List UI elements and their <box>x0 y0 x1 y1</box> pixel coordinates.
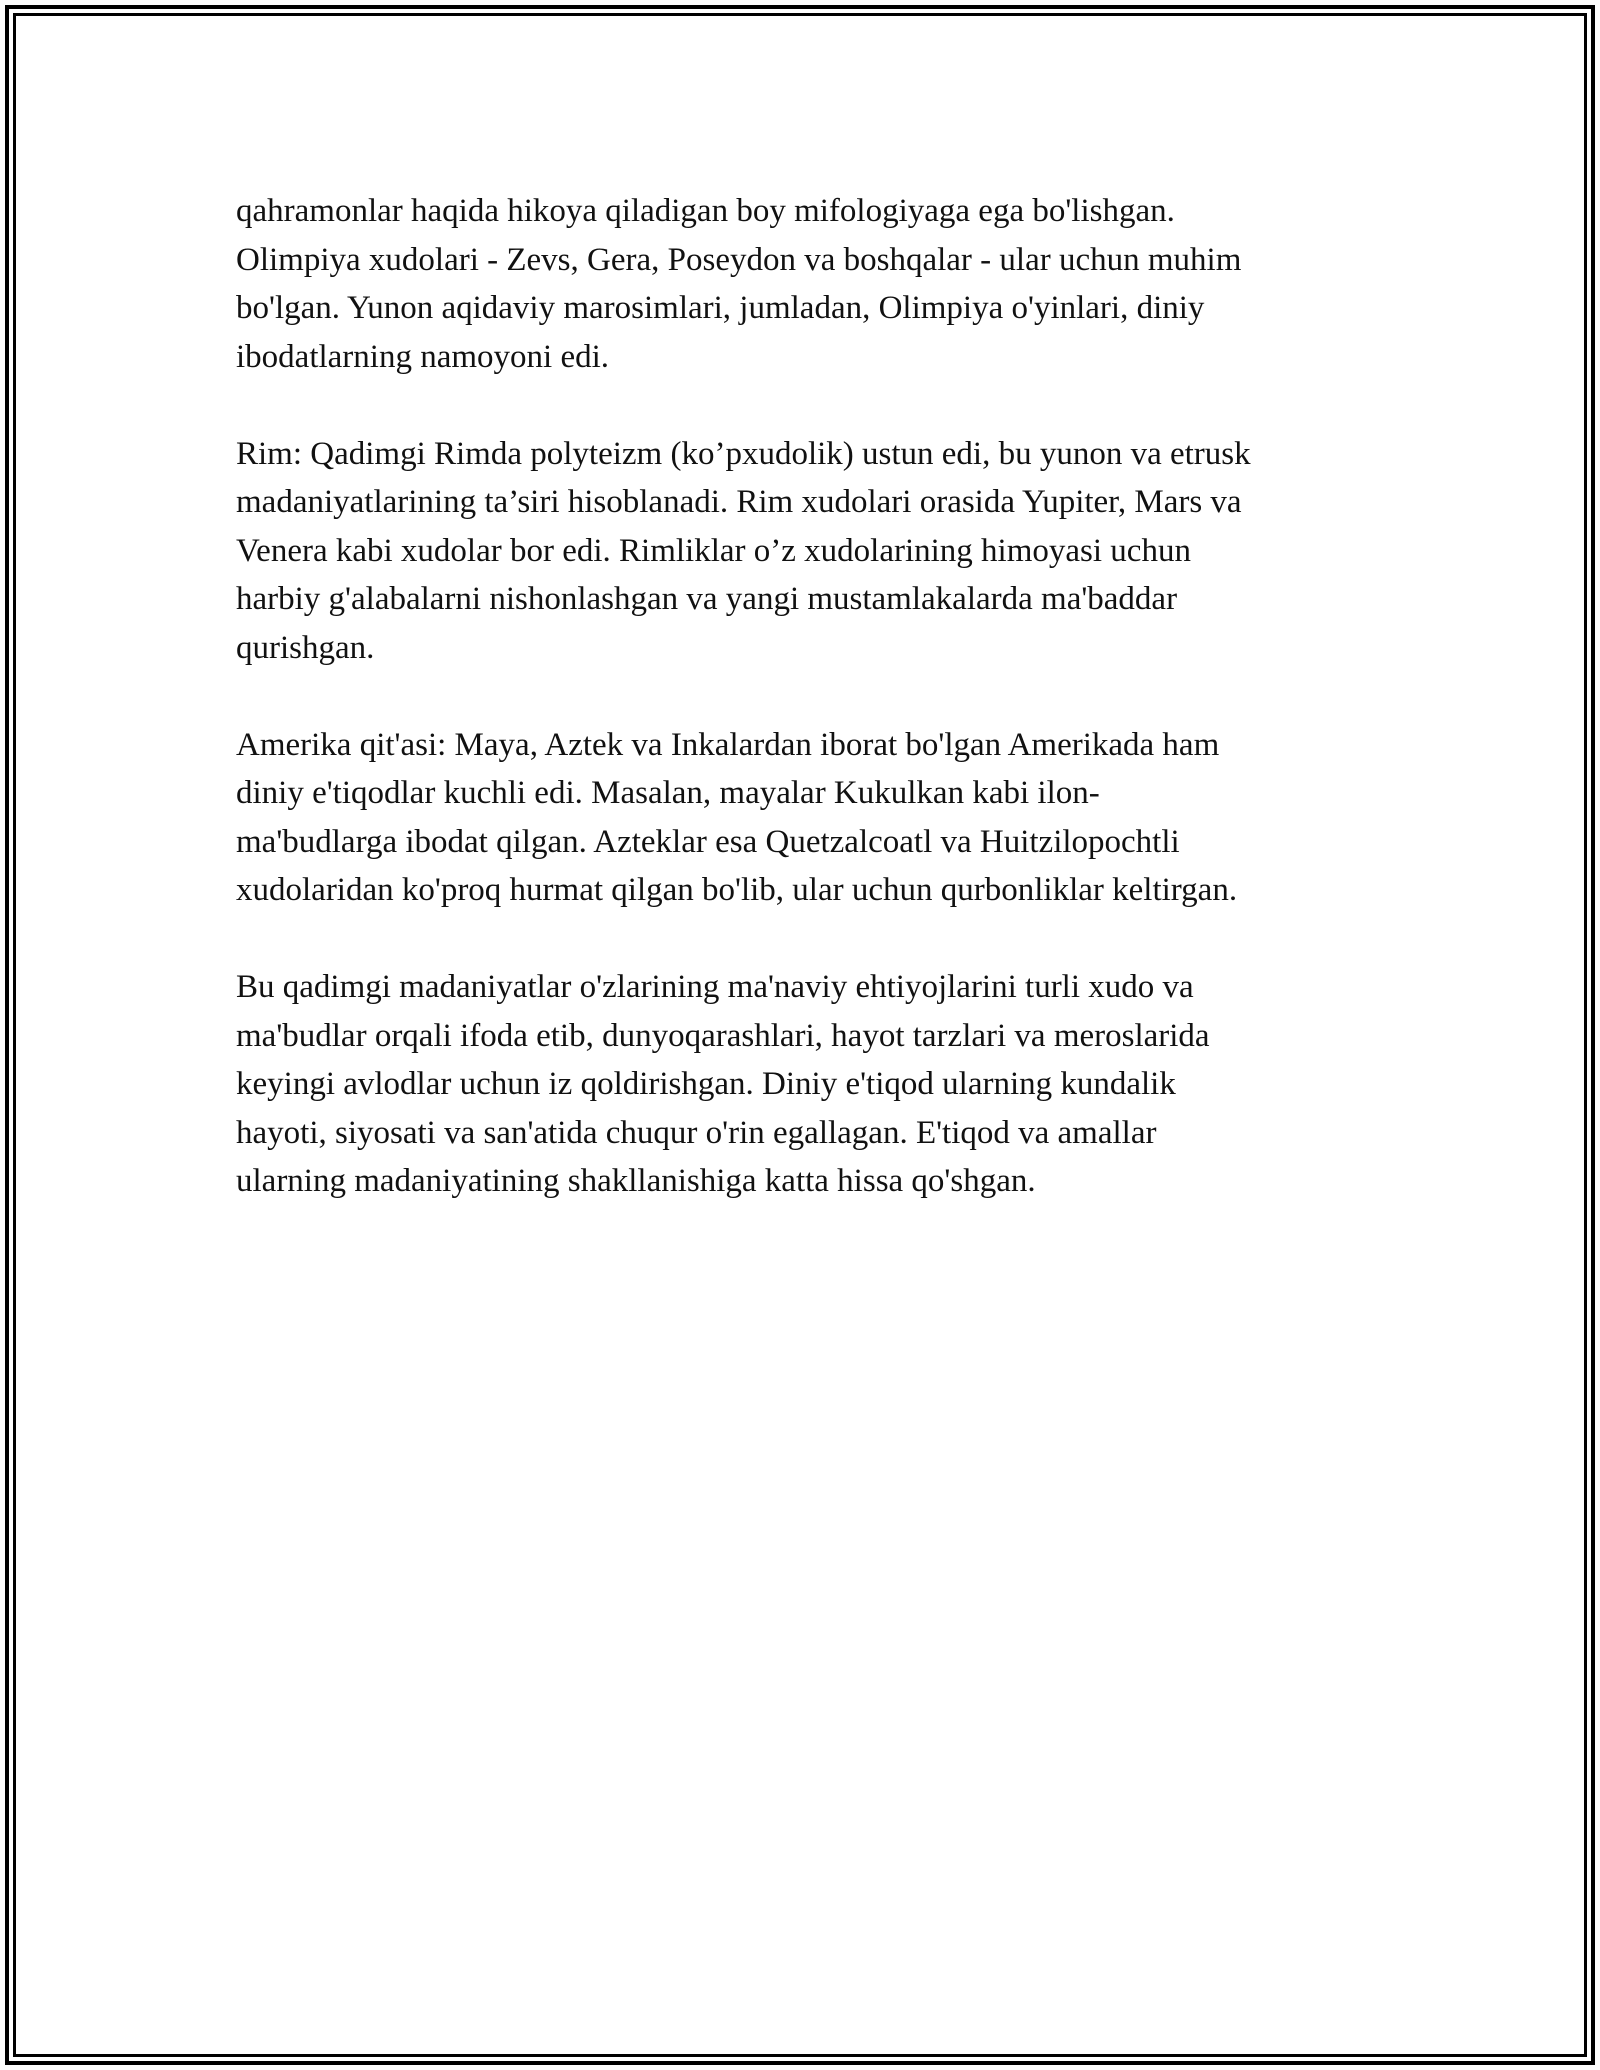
document-body <box>236 187 1376 1254</box>
paragraph-greek-mythology: qahramonlar haqida hikoya qiladigan boy mifologiyaga ega bo'lishgan. Olimpiya xudolari - Zevs, Gera, Poseydon va boshqalar - ular uchun muhim bo'lgan. Yunon aqidaviy marosimlari, jumladan, Olimpiya o'yinlari, diniy ibodatlarning namoyoni edi. <box>236 193 1242 375</box>
paragraph-americas: Amerika qit'asi: Maya, Aztek va Inkalardan iborat bo'lgan Amerikada ham diniy e'tiqodlar kuchli edi. Masalan, mayalar Kukulkan kabi ilon- ma'budlarga ibodat qilgan. Azteklar esa Quetzalcoatl va Huitzilopochtli xudolaridan ko'proq hurmat qilgan bo'lib, ular uchun qurbonliklar keltirgan. <box>236 726 1238 908</box>
paragraph-rome: Rim: Qadimgi Rimda polyteizm (ko’pxudolik) ustun edi, bu yunon va etrusk madaniyatlarining ta’siri hisoblanadi. Rim xudolari orasida Yupiter, Mars va Venera kabi xudolar bor edi. Rimliklar o’z xudolarining himoyasi uchun harbiy g'alabalarni nishonlashgan va yangi mustamlakalarda ma'baddar qurishgan. <box>236 435 1251 666</box>
paragraph-conclusion: Bu qadimgi madaniyatlar o'zlarining ma'naviy ehtiyojlarini turli xudo va ma'budlar orqali ifoda etib, dunyoqarashlari, hayot tarzlari va meroslarida keyingi avlodlar uchun iz qoldirishgan. Diniy e'tiqod ularning kundalik hayoti, siyosati va san'atida chuqur o'rin egallagan. E'tiqod va amallar ularning madaniyatining shakllanishiga katta hissa qo'shgan. <box>236 969 1210 1199</box>
